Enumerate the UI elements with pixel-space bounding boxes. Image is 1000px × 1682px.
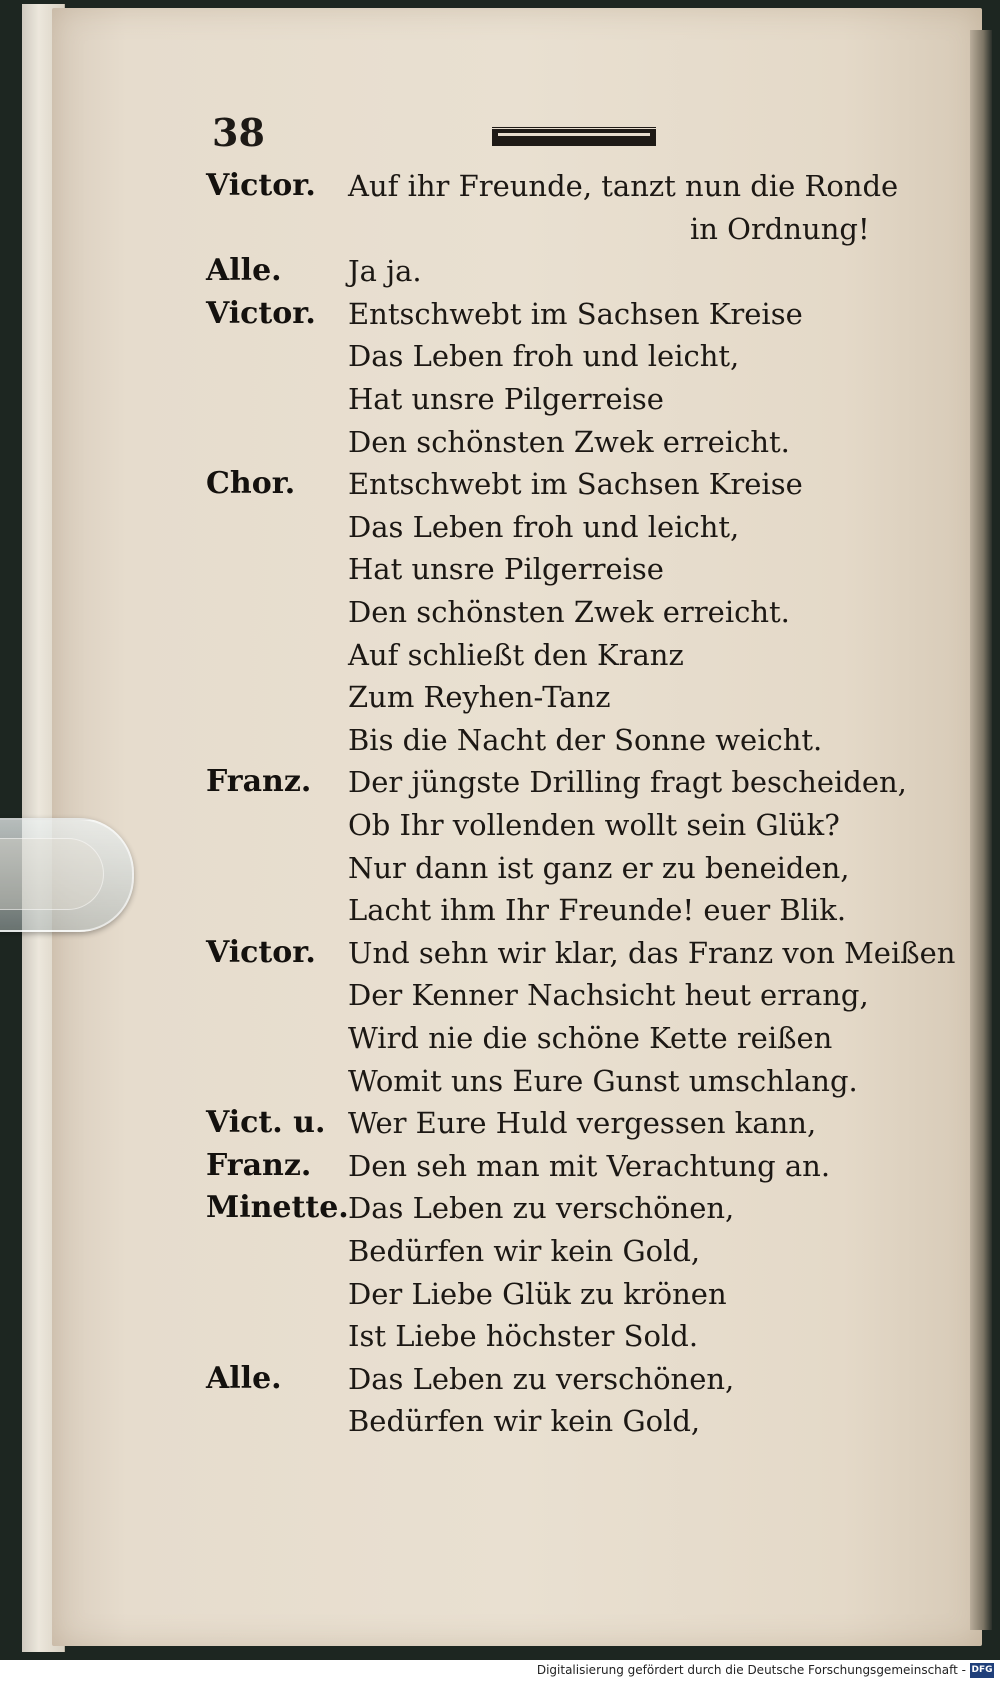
verse-line: Ob Ihr vollenden wollt sein Glük? (348, 808, 840, 842)
verse-line: Das Leben froh und leicht, (348, 339, 740, 373)
speaker-name: Chor. (206, 466, 296, 501)
speaker-name: Alle. (206, 253, 282, 288)
verse-line: Auf ihr Freunde, tanzt nun die Ronde (348, 169, 899, 203)
verse-line: Bis die Nacht der Sonne weicht. (348, 723, 823, 757)
verse-line: Den schönsten Zwek erreicht. (348, 595, 790, 629)
verse-line: Der jüngste Drilling fragt bescheiden, (348, 765, 907, 799)
verse-line: Bedürfen wir kein Gold, (348, 1234, 701, 1268)
footer-credit: Digitalisierung gefördert durch die Deutsche Forschungsgemeinschaft - (536, 1663, 966, 1677)
verse-line: Ja ja. (348, 254, 422, 288)
page-clip-inner (0, 838, 104, 910)
speaker-name: Victor. (206, 168, 316, 203)
verse-line: Bedürfen wir kein Gold, (348, 1404, 701, 1438)
speaker-name: Alle. (206, 1361, 282, 1396)
verse-line: Der Kenner Nachsicht heut errang, (348, 978, 869, 1012)
speaker-name: Victor. (206, 296, 316, 331)
book-gutter (970, 30, 992, 1630)
verse-line: Das Leben zu verschönen, (348, 1362, 735, 1396)
verse-line: Zum Reyhen-Tanz (348, 680, 611, 714)
verse-line: Hat unsre Pilgerreise (348, 382, 664, 416)
speaker-name: Franz. (206, 764, 312, 799)
speaker-name: Vict. u. (206, 1105, 326, 1140)
dfg-logo: DFG (970, 1663, 994, 1678)
speaker-name: Franz. (206, 1148, 312, 1183)
header-ornament-rule (492, 126, 656, 146)
verse-line: Das Leben zu verschönen, (348, 1191, 735, 1225)
verse-line: Der Liebe Glük zu krönen (348, 1277, 727, 1311)
speaker-name: Victor. (206, 935, 316, 970)
verse-line: Wer Eure Huld vergessen kann, (348, 1106, 817, 1140)
verse-line: Womit uns Eure Gunst umschlang. (348, 1064, 858, 1098)
verse-line: Auf schließt den Kranz (348, 638, 684, 672)
verse-line: Ist Liebe höchster Sold. (348, 1319, 699, 1353)
page-clip (0, 818, 134, 932)
speaker-name: Minette. (206, 1190, 349, 1225)
verse-line: Nur dann ist ganz er zu beneiden, (348, 851, 850, 885)
verse-line: Und sehn wir klar, das Franz von Meißen (348, 936, 956, 970)
verse-line: Lacht ihm Ihr Freunde! euer Blik. (348, 893, 847, 927)
verse-line: Das Leben froh und leicht, (348, 510, 740, 544)
verse-line: Den schönsten Zwek erreicht. (348, 425, 790, 459)
verse-line: Wird nie die schöne Kette reißen (348, 1021, 833, 1055)
verse-line: Entschwebt im Sachsen Kreise (348, 467, 803, 501)
verse-line: Entschwebt im Sachsen Kreise (348, 297, 803, 331)
verse-line: Den seh man mit Verachtung an. (348, 1149, 831, 1183)
verse-line: in Ordnung! (690, 212, 870, 246)
page-number: 38 (212, 110, 265, 155)
verse-line: Hat unsre Pilgerreise (348, 552, 664, 586)
